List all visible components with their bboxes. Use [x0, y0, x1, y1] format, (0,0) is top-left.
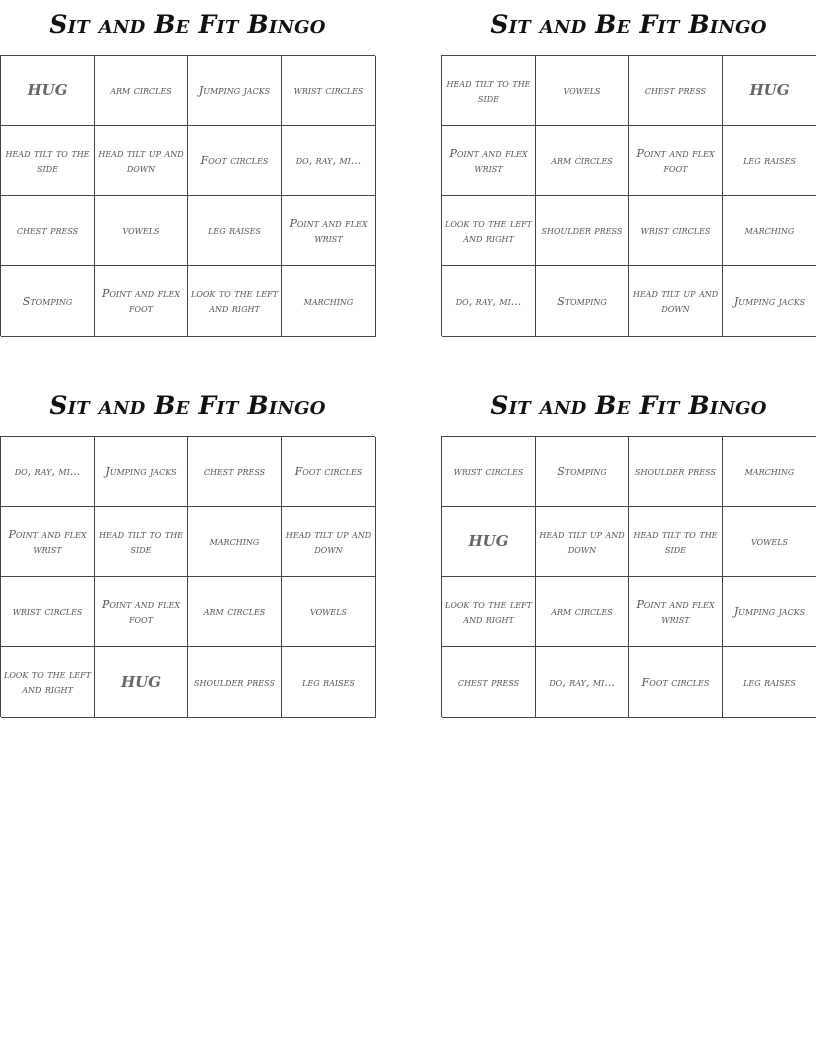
bingo-cell: HUG	[95, 647, 188, 718]
bingo-cell: wrist circles	[282, 56, 376, 126]
bingo-cell: chest press	[629, 56, 723, 126]
bingo-cell: look to the left and right	[442, 196, 536, 266]
bingo-cell: head tilt up and down	[282, 507, 376, 577]
bingo-cell: head tilt to the side	[95, 507, 188, 577]
bingo-cell: look to the left and right	[188, 266, 282, 337]
bingo-cell: wrist circles	[442, 437, 536, 507]
bingo-cell: Point and flex foot	[95, 577, 188, 647]
bingo-cell: arm circles	[536, 577, 629, 647]
bingo-cell: shoulder press	[536, 196, 629, 266]
bingo-cell: Stomping	[536, 266, 629, 337]
bingo-cell: Jumping jacks	[188, 56, 282, 126]
bingo-cell: arm circles	[536, 126, 629, 196]
bingo-cell: marching	[282, 266, 376, 337]
bingo-cell: look to the left and right	[442, 577, 536, 647]
bingo-grid	[0, 55, 375, 336]
bingo-cell: head tilt up and down	[629, 266, 723, 337]
bingo-cell: shoulder press	[188, 647, 282, 718]
bingo-cell: head tilt to the side	[442, 56, 536, 126]
bingo-cell: Point and flex wrist	[282, 196, 376, 266]
bingo-cell: HUG	[723, 56, 816, 126]
bingo-grid	[441, 55, 816, 336]
bingo-cell: look to the left and right	[1, 647, 95, 718]
bingo-cell: Foot circles	[282, 437, 376, 507]
bingo-cell: chest press	[442, 647, 536, 718]
bingo-cell: marching	[723, 437, 816, 507]
card-title: Sit and Be Fit Bingo	[490, 391, 767, 420]
bingo-cell: Point and flex wrist	[442, 126, 536, 196]
card-title: Sit and Be Fit Bingo	[49, 391, 326, 420]
bingo-cell: HUG	[1, 56, 95, 126]
bingo-cell: vowels	[95, 196, 188, 266]
bingo-cell: leg raises	[282, 647, 376, 718]
bingo-cell: Jumping jacks	[723, 577, 816, 647]
bingo-cell: Stomping	[1, 266, 95, 337]
bingo-cell: shoulder press	[629, 437, 723, 507]
bingo-cell: Stomping	[536, 437, 629, 507]
bingo-cell: wrist circles	[1, 577, 95, 647]
bingo-cell: head tilt to the side	[629, 507, 723, 577]
bingo-cell: chest press	[1, 196, 95, 266]
bingo-cell: Point and flex wrist	[629, 577, 723, 647]
bingo-cell: Point and flex wrist	[1, 507, 95, 577]
bingo-cell: Point and flex foot	[95, 266, 188, 337]
bingo-cell: arm circles	[95, 56, 188, 126]
bingo-cell: Point and flex foot	[629, 126, 723, 196]
bingo-cell: head tilt up and down	[536, 507, 629, 577]
bingo-cell: do, ray, mi...	[536, 647, 629, 718]
bingo-cell: leg raises	[188, 196, 282, 266]
bingo-cell: chest press	[188, 437, 282, 507]
bingo-cell: do, ray, mi...	[282, 126, 376, 196]
bingo-cell: marching	[723, 196, 816, 266]
bingo-cell: Jumping jacks	[95, 437, 188, 507]
bingo-cell: vowels	[282, 577, 376, 647]
bingo-cell: head tilt to the side	[1, 126, 95, 196]
bingo-grid	[441, 436, 816, 717]
bingo-cell: Foot circles	[188, 126, 282, 196]
bingo-cell: wrist circles	[629, 196, 723, 266]
bingo-cell: do, ray, mi...	[442, 266, 536, 337]
bingo-cell: arm circles	[188, 577, 282, 647]
bingo-cell: do, ray, mi...	[1, 437, 95, 507]
bingo-cell: vowels	[536, 56, 629, 126]
bingo-grid	[0, 436, 375, 717]
card-title: Sit and Be Fit Bingo	[490, 10, 767, 39]
bingo-cell: Foot circles	[629, 647, 723, 718]
bingo-cell: head tilt up and down	[95, 126, 188, 196]
bingo-cell: HUG	[442, 507, 536, 577]
bingo-cell: vowels	[723, 507, 816, 577]
bingo-cell: leg raises	[723, 126, 816, 196]
bingo-cell: Jumping jacks	[723, 266, 816, 337]
card-title: Sit and Be Fit Bingo	[49, 10, 326, 39]
bingo-cell: leg raises	[723, 647, 816, 718]
bingo-cell: marching	[188, 507, 282, 577]
